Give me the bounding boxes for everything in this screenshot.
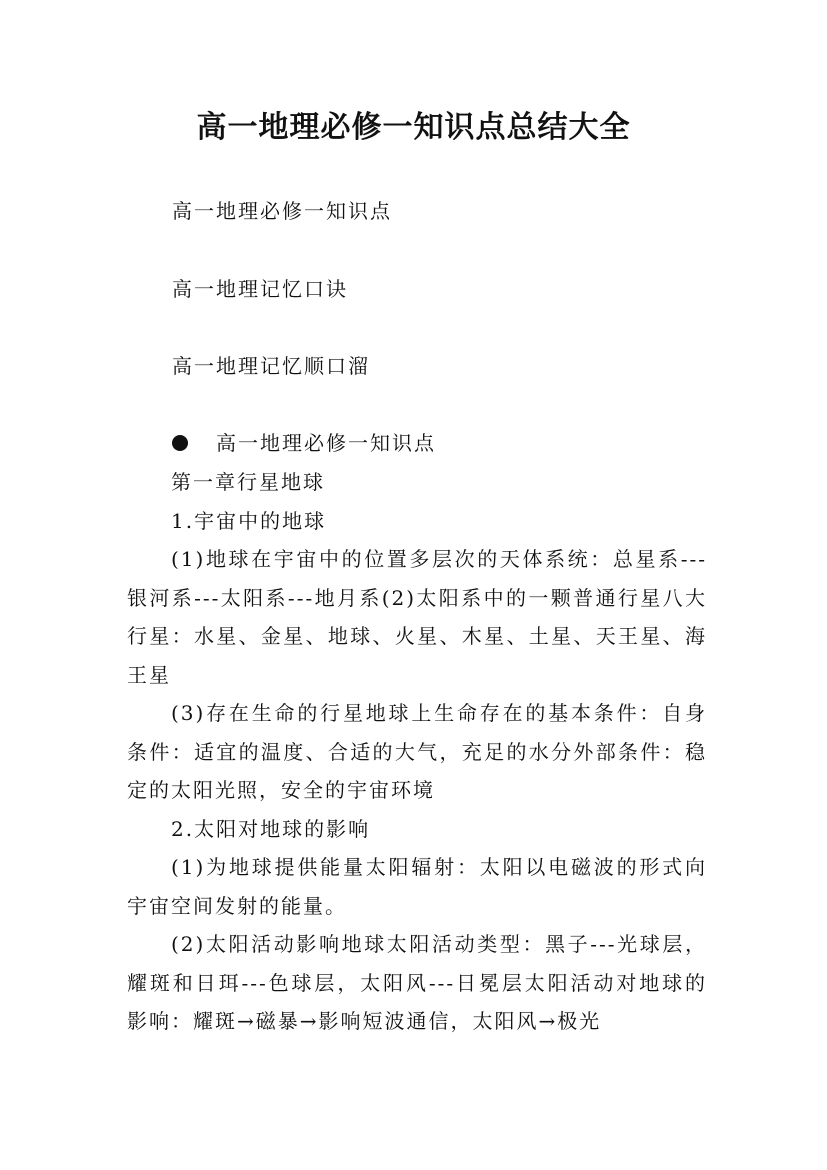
section-heading-line xyxy=(172,431,436,455)
chapter-heading: 第一章行星地球 xyxy=(171,470,325,494)
subsection-heading: 2.太阳对地球的影响 xyxy=(171,816,371,841)
body-paragraph: (1)为地球提供能量太阳辐射：太阳以电磁波的形式向宇宙空间发射的能量。 xyxy=(127,855,707,918)
bullet-dot-icon xyxy=(172,435,188,451)
toc-item-knowledge-points: 高一地理必修一知识点 xyxy=(172,199,392,223)
toc-item-memory-rhymes: 高一地理记忆口诀 xyxy=(172,277,348,301)
body-paragraph: (2)太阳活动影响地球太阳活动类型：黑子---光球层，耀斑和日珥---色球层，太阳风---日冕层太阳活动对地球的影响：耀斑→磁暴→影响短波通信，太阳风→极光 xyxy=(127,932,707,1033)
subsection-heading: 1.宇宙中的地球 xyxy=(171,508,327,533)
toc-item-memory-jingles: 高一地理记忆顺口溜 xyxy=(172,354,370,378)
section-heading: 高一地理必修一知识点 xyxy=(216,431,436,455)
body-paragraph: (3)存在生命的行星地球上生命存在的基本条件：自身条件：适宜的温度、合适的大气，充足的水分外部条件：稳定的太阳光照，安全的宇宙环境 xyxy=(127,701,707,802)
document-body xyxy=(127,463,707,1041)
document-title: 高一地理必修一知识点总结大全 xyxy=(196,110,631,145)
body-paragraph: (1)地球在宇宙中的位置多层次的天体系统：总星系---银河系---太阳系---地月系(2)太阳系中的一颗普通行星八大行星：水星、金星、地球、火星、木星、土星、天王星、海王星 xyxy=(127,547,707,687)
